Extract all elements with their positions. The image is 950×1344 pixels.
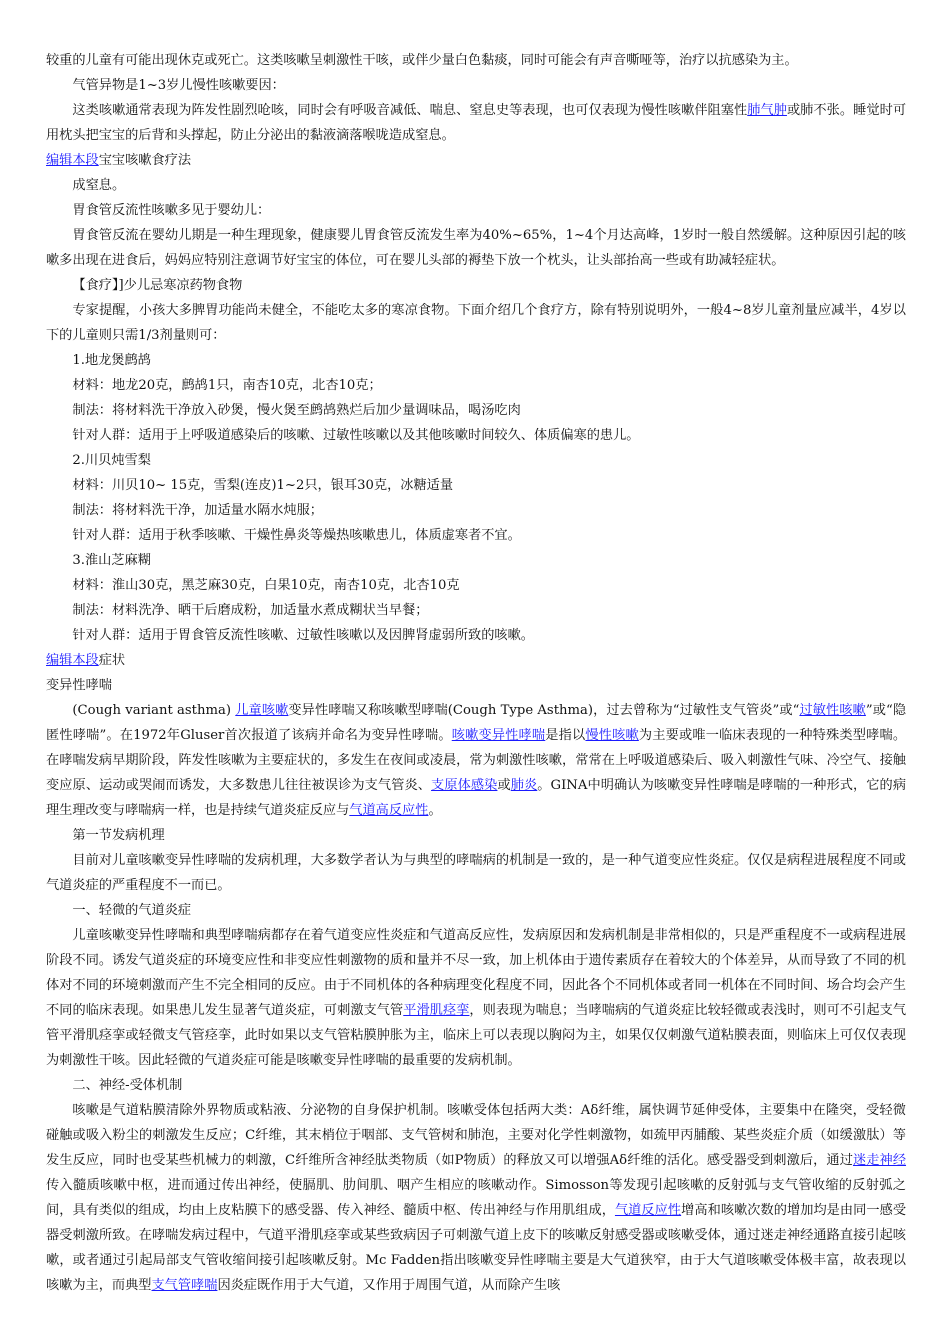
- link-mycoplasma[interactable]: 支原体感染: [431, 778, 498, 793]
- recipe-1-method: 制法：将材料洗干净放入砂煲，慢火煲至鹧鸪熟烂后加少量调味品，喝汤吃肉: [72, 403, 521, 418]
- recipe-2-target: 针对人群：适用于秋季咳嗽、干燥性鼻炎等燥热咳嗽患儿，体质虚寒者不宜。: [72, 528, 521, 543]
- paragraph-expert-tip: 专家提醒，小孩大多脾胃功能尚未健全，不能吃太多的寒凉食物。下面介绍几个食疗方，除有特别说明外，一般4~8岁儿童剂量应减半，4岁以下的儿童则只需1/3剂量则可：: [46, 303, 906, 343]
- paragraph-foreign-body-heading: 气管异物是1~3岁儿慢性咳嗽要因：: [72, 78, 285, 93]
- paragraph-neuro-receptor: 咳嗽是气道粘膜清除外界物质或粘液、分泌物的自身保护机制。咳嗽受体包括两大类：Aδ纤维，属快调节延伸受体，主要集中在隆突，受轻微碰触或吸入粉尘的刺激发生反应；C纤维，其末梢位于咽部、支气管树和肺泡，主要对化学性刺激物，如巯甲丙脯酸、某些炎症介质（如缓激肽）等发生反应，同时也受某些机械力的刺激，C纤维所含神经肽类物质（如P物质）的释放又可以增强Aδ纤维的活化。感受器受到刺激后，通过迷走神经传入髓质咳嗽中枢，进而通过传出神经，使膈肌、肋间肌、咽产生相应的咳嗽动作。Simosson等发现引起咳嗽的反射弧与支气管收缩的反射弧之间，具有类似的组成，均由上皮粘膜下的感受器、传入神经、髓质中枢、传出神经与作用肌组成，气道反应性增高和咳嗽次数的增加均是由同一感受器受刺激所致。在哮喘发病过程中，气道平滑肌痉挛或某些致病因子可刺激气道上皮下的咳嗽反射感受器或咳嗽受体，通过迷走神经通路直接引起咳嗽，或者通过引起局部支气管收缩间接引起咳嗽反射。Mc Fadden指出咳嗽变异性哮喘主要是大气道狭窄，由于大气道咳嗽受体极丰富，故表现以咳嗽为主，而典型支气管哮喘因炎症既作用于大气道，又作用于周围气道，从而除产生咳: [46, 1103, 907, 1293]
- link-bronchial-asthma[interactable]: 支气管哮喘: [151, 1278, 218, 1293]
- recipe-1-title: 1.地龙煲鹧鸪: [72, 353, 151, 368]
- paragraph-fragment: 成窒息。: [72, 178, 126, 193]
- paragraph-diet-heading: 【食疗】]少儿忌寒凉药物食物: [72, 278, 243, 293]
- recipe-1-target: 针对人群：适用于上呼吸道感染后的咳嗽、过敏性咳嗽以及其他咳嗽时间较久、体质偏寒的患儿。: [72, 428, 640, 443]
- edit-section-link[interactable]: 编辑本段: [46, 153, 99, 168]
- heading-neuro-receptor: 二、神经-受体机制: [72, 1078, 183, 1093]
- link-smooth-muscle-spasm[interactable]: 平滑肌痉挛: [403, 1003, 470, 1018]
- link-airway-hyperreactivity[interactable]: 气道高反应性: [349, 803, 429, 818]
- heading-mild-inflammation: 一、轻微的气道炎症: [72, 903, 192, 918]
- paragraph-foreign-body: 这类咳嗽通常表现为阵发性剧烈呛咳，同时会有呼吸音减低、喘息、窒息史等表现，也可仅表现为慢性咳嗽伴阻塞性肺气肿或肺不张。睡觉时可用枕头把宝宝的后背和头撑起，防止分泌出的黏液滴落喉咙造成窒息。: [46, 103, 907, 143]
- paragraph-reflux: 胃食管反流在婴幼儿期是一种生理现象，健康婴儿胃食管反流发生率为40%~65%，1~4个月达高峰，1岁时一般自然缓解。这种原因引起的咳嗽多出现在进食后，妈妈应特别注意调节好宝宝的体位，可在婴儿头部的褥垫下放一个枕头，让头部抬高一些或有助减轻症状。: [46, 228, 906, 268]
- link-cough-variant-asthma[interactable]: 咳嗽变异性哮喘: [451, 728, 546, 743]
- recipe-2-method: 制法：将材料洗干净，加适量水隔水炖服；: [72, 503, 323, 518]
- recipe-1-materials: 材料：地龙20克，鹧鸪1只，南杏10克，北杏10克；: [72, 378, 382, 393]
- paragraph-cva-definition: (Cough variant asthma) 儿童咳嗽变异性哮喘又称咳嗽型哮喘(Cough Type Asthma)，过去曾称为“过敏性支气管炎”或“过敏性咳嗽”或“隐匿性哮喘”。在1972年Gluser首次报道了该病并命名为变异性哮喘。咳嗽变异性哮喘是指以慢性咳嗽为主要或唯一临床表现的一种特殊类型哮喘。在哮喘发病早期阶段，阵发性咳嗽为主要症状的，多发生在夜间或凌晨，常为刺激性咳嗽，常常在上呼吸道感染后、吸入刺激性气味、冷空气、接触变应原、运动或哭闹而诱发，大多数患儿往往被误诊为支气管炎、支原体感染或肺炎。GINA中明确认为咳嗽变异性哮喘是哮喘的一种形式，它的病理生理改变与哮喘病一样，也是持续气道炎症反应与气道高反应性。: [46, 703, 907, 818]
- paragraph-pathogenesis: 目前对儿童咳嗽变异性哮喘的发病机理，大多数学者认为与典型的哮喘病的机制是一致的，是一种气道变应性炎症。仅仅是病程进展程度不同或气道炎症的严重程度不一而已。: [46, 853, 906, 893]
- recipe-2-title: 2.川贝炖雪梨: [72, 453, 151, 468]
- link-child-cough[interactable]: 儿童咳嗽: [235, 703, 289, 718]
- link-pneumonia[interactable]: 肺炎: [510, 778, 538, 793]
- recipe-3-method: 制法：材料洗净、晒干后磨成粉，加适量水煮成糊状当早餐；: [72, 603, 429, 618]
- paragraph-reflux-heading: 胃食管反流性咳嗽多见于婴幼儿：: [72, 203, 271, 218]
- paragraph-mild-inflammation: 儿童咳嗽变异性哮喘和典型哮喘病都存在着气道变应性炎症和气道高反应性，发病原因和发病机制是非常相似的，只是严重程度不一或病程进展阶段不同。诱发气道炎症的环境变应性和非变应性刺激物的质和量并不尽一致，加上机体由于遗传素质存在着较大的个体差异，从而导致了不同的机体对不同的环境刺激而产生不完全相同的反应。由于不同机体的各种病理变化程度不同，因此各个不同机体或者同一机体在不同时间、场合均会产生不同的临床表现。如果患儿发生显著气道炎症，可刺激支气管平滑肌痉挛，则表现为喘息；当哮喘病的气道炎症比较轻微或表浅时，则可不引起支气管平滑肌痉挛或轻微支气管痉挛，此时如果以支气管粘膜肿胀为主，临床上可以表现以胸闷为主，如果仅仅刺激气道粘膜表面，则临床上可仅仅表现为刺激性干咳。因此轻微的气道炎症可能是咳嗽变异性哮喘的最重要的发病机制。: [46, 928, 907, 1068]
- recipe-3-materials: 材料：淮山30克，黑芝麻30克，白果10克，南杏10克，北杏10克: [72, 578, 460, 593]
- heading-variant-asthma: 变异性哮喘: [46, 678, 112, 693]
- link-airway-reactivity[interactable]: 气道反应性: [614, 1203, 682, 1218]
- section-heading-diet: [46, 148, 906, 173]
- section-title: 症状: [98, 653, 126, 668]
- link-chronic-cough[interactable]: 慢性咳嗽: [585, 728, 639, 743]
- section-heading-symptoms: [46, 648, 906, 673]
- link-allergic-cough[interactable]: 过敏性咳嗽: [799, 703, 866, 718]
- section-title: 宝宝咳嗽食疗法: [98, 153, 192, 168]
- recipe-3-target: 针对人群：适用于胃食管反流性咳嗽、过敏性咳嗽以及因脾肾虚弱所致的咳嗽。: [72, 628, 534, 643]
- recipe-2-materials: 材料：川贝10~ 15克，雪梨(连皮)1~2只，银耳30克，冰糖适量: [72, 478, 454, 493]
- edit-section-link[interactable]: 编辑本段: [46, 653, 99, 668]
- link-vagus-nerve[interactable]: 迷走神经: [852, 1153, 907, 1168]
- link-emphysema[interactable]: 肺气肿: [747, 103, 787, 118]
- paragraph-intro: 较重的儿童有可能出现休克或死亡。这类咳嗽呈刺激性干咳，或伴少量白色黏痰，同时可能会有声音嘶哑等，治疗以抗感染为主。: [46, 53, 798, 68]
- recipe-3-title: 3.淮山芝麻糊: [72, 553, 151, 568]
- heading-pathogenesis: 第一节发病机理: [72, 828, 165, 843]
